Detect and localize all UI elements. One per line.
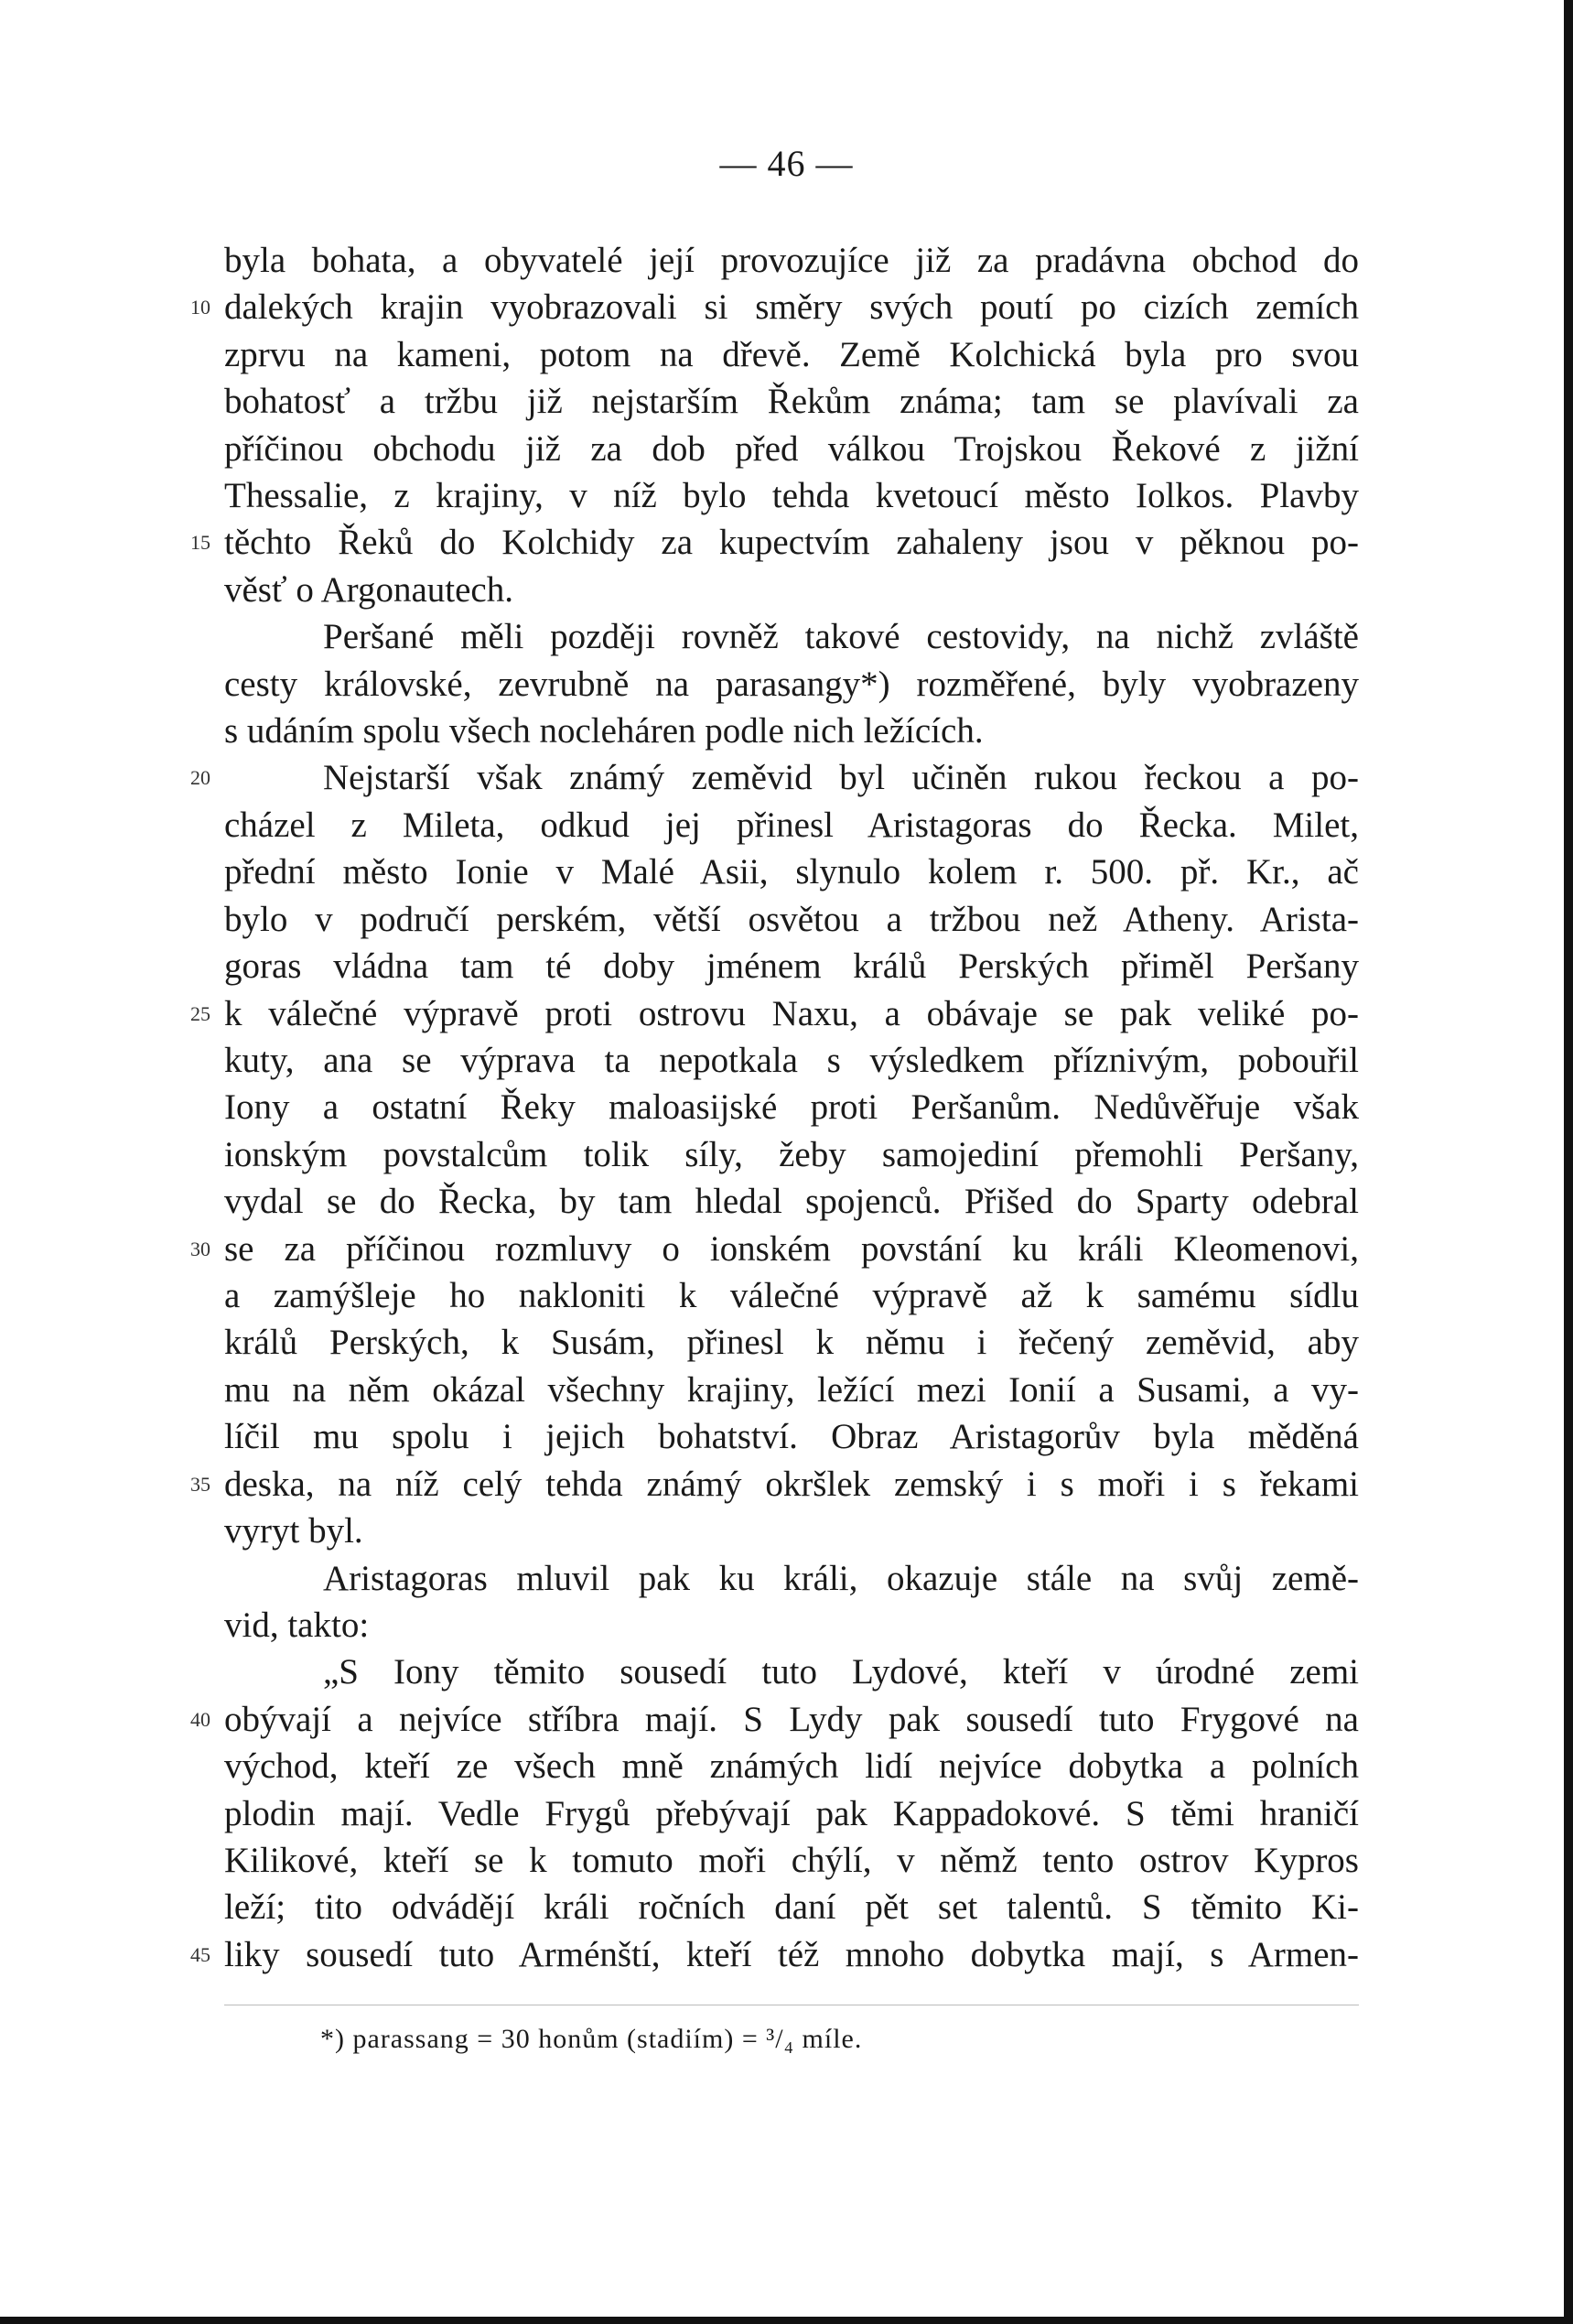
text-line: dalekých krajin vyobrazovali si směry svých poutí po cizích zemích	[224, 287, 1359, 327]
text-line: přední město Ionie v Malé Asii, slynulo kolem r. 500. př. Kr., ač	[224, 852, 1359, 892]
text-line: vid, takto:	[224, 1605, 370, 1645]
text-line: Peršané měli později rovněž takové cestovidy, na nichž zvláště	[323, 617, 1359, 656]
text-line: plodin mají. Vedle Frygů přebývají pak Kappadokové. S těmi hraničí	[224, 1794, 1359, 1833]
text-line: východ, kteří ze všech mně známých lidí nejvíce dobytka a polních	[224, 1746, 1359, 1786]
text-line: vydal se do Řecka, by tam hledal spojenců. Přišed do Sparty odebral	[224, 1182, 1359, 1221]
text-line: věsť o Argonautech.	[224, 570, 513, 610]
text-line: „S Iony těmito sousedí tuto Lydové, kteří v úrodné zemi	[323, 1652, 1359, 1692]
line-number: 40	[190, 1708, 210, 1731]
text-line: příčinou obchodu již za dob před válkou Trojskou Řekové z jižní	[224, 429, 1359, 469]
text-line: liky sousedí tuto Arménští, kteří též mnoho dobytka mají, s Armen-	[224, 1935, 1359, 1974]
text-line: mu na něm okázal všechny krajiny, ležící mezi Ionií a Susami, a vy-	[224, 1370, 1359, 1410]
line-number: 35	[190, 1473, 210, 1496]
text-line: cesty královské, zevrubně na parasangy*) rozměřené, byly vyobrazeny	[224, 665, 1359, 704]
text-line: k válečné výpravě proti ostrovu Naxu, a obávaje se pak veliké po-	[224, 994, 1359, 1033]
text-line: ionským povstalcům tolik síly, žeby samojediní přemohli Peršany,	[224, 1135, 1359, 1174]
text-line: Aristagoras mluvil pak ku králi, okazuje stále na svůj země-	[323, 1559, 1359, 1598]
line-number: 25	[190, 1002, 210, 1025]
line-number: 20	[190, 766, 210, 789]
page-number: — 46 —	[719, 143, 854, 184]
text-line: líčil mu spolu i jejich bohatství. Obraz Aristagorův byla měděná	[224, 1417, 1359, 1456]
text-line: těchto Řeků do Kolchidy za kupectvím zahaleny jsou v pěknou po-	[224, 523, 1359, 562]
text-line: se za příčinou rozmluvy o ionském povstání ku králi Kleomenovi,	[224, 1229, 1359, 1269]
footnote: *) parassang = 30 honům (stadiím) = ³/₄ míle.	[320, 2024, 863, 2054]
scan-edge-right	[1564, 0, 1573, 2324]
line-number: 45	[190, 1943, 210, 1966]
line-number: 15	[190, 531, 210, 554]
text-line: byla bohata, a obyvatelé její provozujíce již za pradávna obchod do	[224, 241, 1359, 280]
text-line: Iony a ostatní Řeky maloasijské proti Peršanům. Nedůvěřuje však	[224, 1087, 1359, 1127]
text-line: bohatosť a tržbu již nejstarším Řekům známa; tam se plavívali za	[224, 382, 1359, 421]
text-line: bylo v područí perském, větší osvětou a tržbou než Atheny. Arista-	[224, 900, 1359, 939]
text-line: leží; tito odvádějí králi ročních daní pět set talentů. S těmito Ki-	[224, 1887, 1359, 1927]
line-number: 30	[190, 1238, 210, 1260]
text-line: Thessalie, z krajiny, v níž bylo tehda kvetoucí město Iolkos. Plavby	[224, 476, 1359, 515]
text-line: s udáním spolu všech nocleháren podle nich ležících.	[224, 711, 984, 751]
scan-edge-bottom	[0, 2317, 1573, 2324]
text-line: deska, na níž celý tehda známý okršlek zemský i s moři i s řekami	[224, 1465, 1359, 1504]
text-line: a zamýšleje ho nakloniti k válečné výpravě až k samému sídlu	[224, 1276, 1359, 1315]
text-line: králů Perských, k Susám, přinesl k němu i řečený zeměvid, aby	[224, 1323, 1359, 1362]
text-line: goras vládna tam té doby jménem králů Perských přiměl Peršany	[224, 946, 1359, 986]
text-line: Kilikové, kteří se k tomuto moři chýlí, v němž tento ostrov Kypros	[224, 1841, 1359, 1880]
text-line: kuty, ana se výprava ta nepotkala s výsledkem příznivým, pobouřil	[224, 1041, 1359, 1080]
text-line: zprvu na kameni, potom na dřevě. Země Kolchická byla pro svou	[224, 335, 1359, 374]
text-line: Nejstarší však známý zeměvid byl učiněn rukou řeckou a po-	[323, 758, 1359, 797]
text-line: vyryt byl.	[224, 1511, 363, 1551]
line-number: 10	[190, 296, 210, 319]
text-line: cházel z Mileta, odkud jej přinesl Aristagoras do Řecka. Milet,	[224, 805, 1359, 845]
text-line: obývají a nejvíce stříbra mají. S Lydy pak sousedí tuto Frygové na	[224, 1700, 1359, 1739]
